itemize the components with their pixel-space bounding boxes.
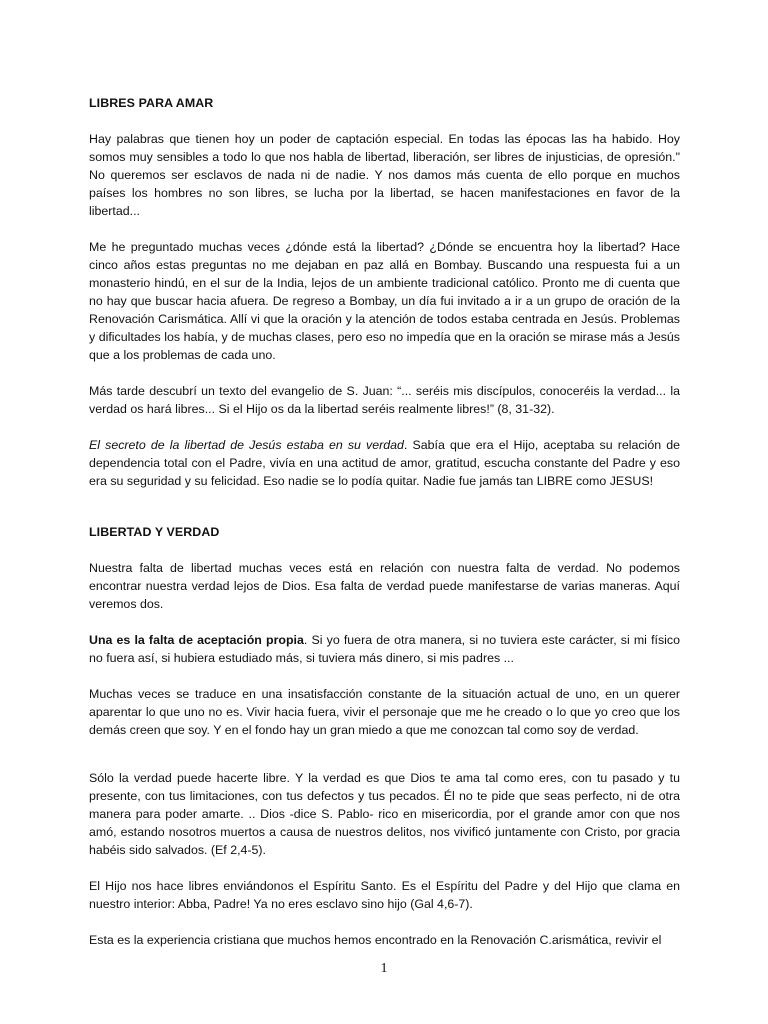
- paragraph-3: Más tarde descubrí un texto del evangelio de S. Juan: “... seréis mis discípulos, conoceréis la verdad... la verdad os hará libres... Si el Hijo os da la libertad seréis realmente libres!” (8, 31-32).: [89, 384, 680, 416]
- paragraph-10: Esta es la experiencia cristiana que muchos hemos encontrado en la Renovación C.arismática, revivir el: [89, 933, 662, 947]
- paragraph-4-italic-lead: El secreto de la libertad de Jesús estaba en su verdad: [89, 438, 404, 452]
- paragraph-7: Muchas veces se traduce en una insatisfacción constante de la situación actual de uno, en un querer aparentar lo que uno no es. Vivir hacia fuera, vivir el personaje que me he creado o lo que yo creo que los demás creen que soy. Y en el fondo hay un gran miedo a que me conozcan tal como soy de verdad.: [89, 687, 680, 737]
- section-heading-libertad-y-verdad: LIBERTAD Y VERDAD: [89, 525, 220, 539]
- paragraph-6: [89, 631, 680, 667]
- paragraph-6-bold-lead: Una es la falta de aceptación propia: [89, 633, 304, 647]
- page-number: 1: [380, 961, 388, 976]
- paragraph-4: [89, 436, 680, 490]
- paragraph-1: Hay palabras que tienen hoy un poder de captación especial. En todas las épocas las ha habido. Hoy somos muy sensibles a todo lo que nos habla de libertad, liberación, ser libres de injusticias, de opresión." No queremos ser esclavos de nada ni de nadie. Y nos damos más cuenta de ello porque en muchos países los hombres no son libres, se lucha por la libertad, se hacen manifestaciones en favor de la libertad...: [89, 132, 680, 218]
- paragraph-5: Nuestra falta de libertad muchas veces está en relación con nuestra falta de verdad. No podemos encontrar nuestra verdad lejos de Dios. Esa falta de verdad puede manifestarse de varias maneras. Aquí veremos dos.: [89, 561, 680, 611]
- section-heading-libres-para-amar: LIBRES PARA AMAR: [89, 96, 214, 110]
- paragraph-6-text: . Si yo fuera de otra manera, si no tuviera este carácter, si mi físico no fuera así, si hubiera estudiado más, si tuviera más dinero, si mis padres ...: [89, 633, 680, 665]
- paragraph-9: El Hijo nos hace libres enviándonos el Espíritu Santo. Es el Espíritu del Padre y del Hijo que clama en nuestro interior: Abba, Padre! Ya no eres esclavo sino hijo (Gal 4,6-7).: [89, 879, 680, 911]
- paragraph-4-text: . Sabía que era el Hijo, aceptaba su relación de dependencia total con el Padre, vivía en una actitud de amor, gratitud, escucha constante del Padre y eso era su seguridad y su felicidad. Eso nadie se lo podía quitar. Nadie fue jamás tan LIBRE como JESUS!: [89, 438, 680, 488]
- paragraph-8: Sólo la verdad puede hacerte libre. Y la verdad es que Dios te ama tal como eres, con tu pasado y tu presente, con tus limitaciones, con tus defectos y tus pecados. Él no te pide que seas perfecto, ni de otra manera para poder amarte. .. Dios -dice S. Pablo- rico en misericordia, por el grande amor con que nos amó, estando nosotros muertos a causa de nuestros delitos, nos vivificó juntamente con Cristo, por gracia habéis sido salvados. (Ef 2,4-5).: [89, 771, 680, 857]
- paragraph-2: Me he preguntado muchas veces ¿dónde está la libertad? ¿Dónde se encuentra hoy la libertad? Hace cinco años estas preguntas no me dejaban en paz allá en Bombay. Buscando una respuesta fui a un monasterio hindú, en el sur de la India, lejos de un ambiente tradicional católico. Pronto me di cuenta que no hay que buscar hacia afuera. De regreso a Bombay, un día fui invitado a ir a un grupo de oración de la Renovación Carismática. Allí vi que la oración y la atención de todos estaba centrada en Jesús. Problemas y dificultades los había, y de muchas clases, pero eso no impedía que en la oración se mirase más a Jesús que a los problemas de cada uno.: [89, 240, 680, 362]
